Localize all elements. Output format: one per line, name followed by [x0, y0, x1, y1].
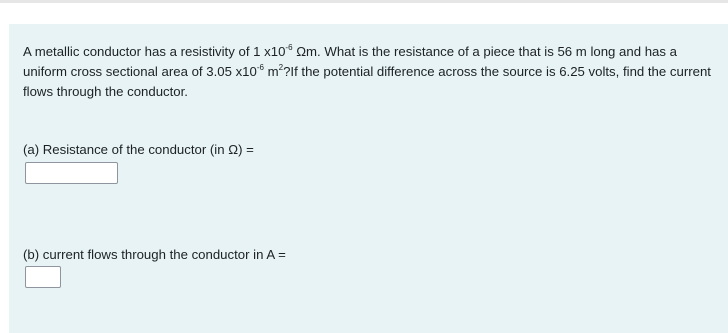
question-exponent1: -6 [285, 42, 293, 52]
resistance-answer-input[interactable] [25, 162, 118, 184]
question-text-part2: Ωm. What is the resistance of a piece that is 56 m long and has a uniform cross sectional area of 3.05 x10 [23, 44, 677, 79]
current-answer-input[interactable] [25, 266, 61, 288]
question-text-part4: ?If the potential difference across the source is 6.25 volts, find the current flows through the conductor. [23, 64, 711, 99]
question-panel [9, 24, 728, 333]
top-divider [0, 0, 728, 3]
question-exponent3: 2 [278, 62, 284, 72]
part-b-label: (b) current flows through the conductor in A = [23, 247, 286, 262]
part-a-label: (a) Resistance of the conductor (in Ω) = [23, 142, 254, 157]
question-exponent2: -6 [256, 62, 264, 72]
question-text [23, 42, 713, 102]
question-text-part1: A metallic conductor has a resistivity of 1 x10 [23, 44, 286, 59]
question-text-part3: m [263, 64, 279, 79]
